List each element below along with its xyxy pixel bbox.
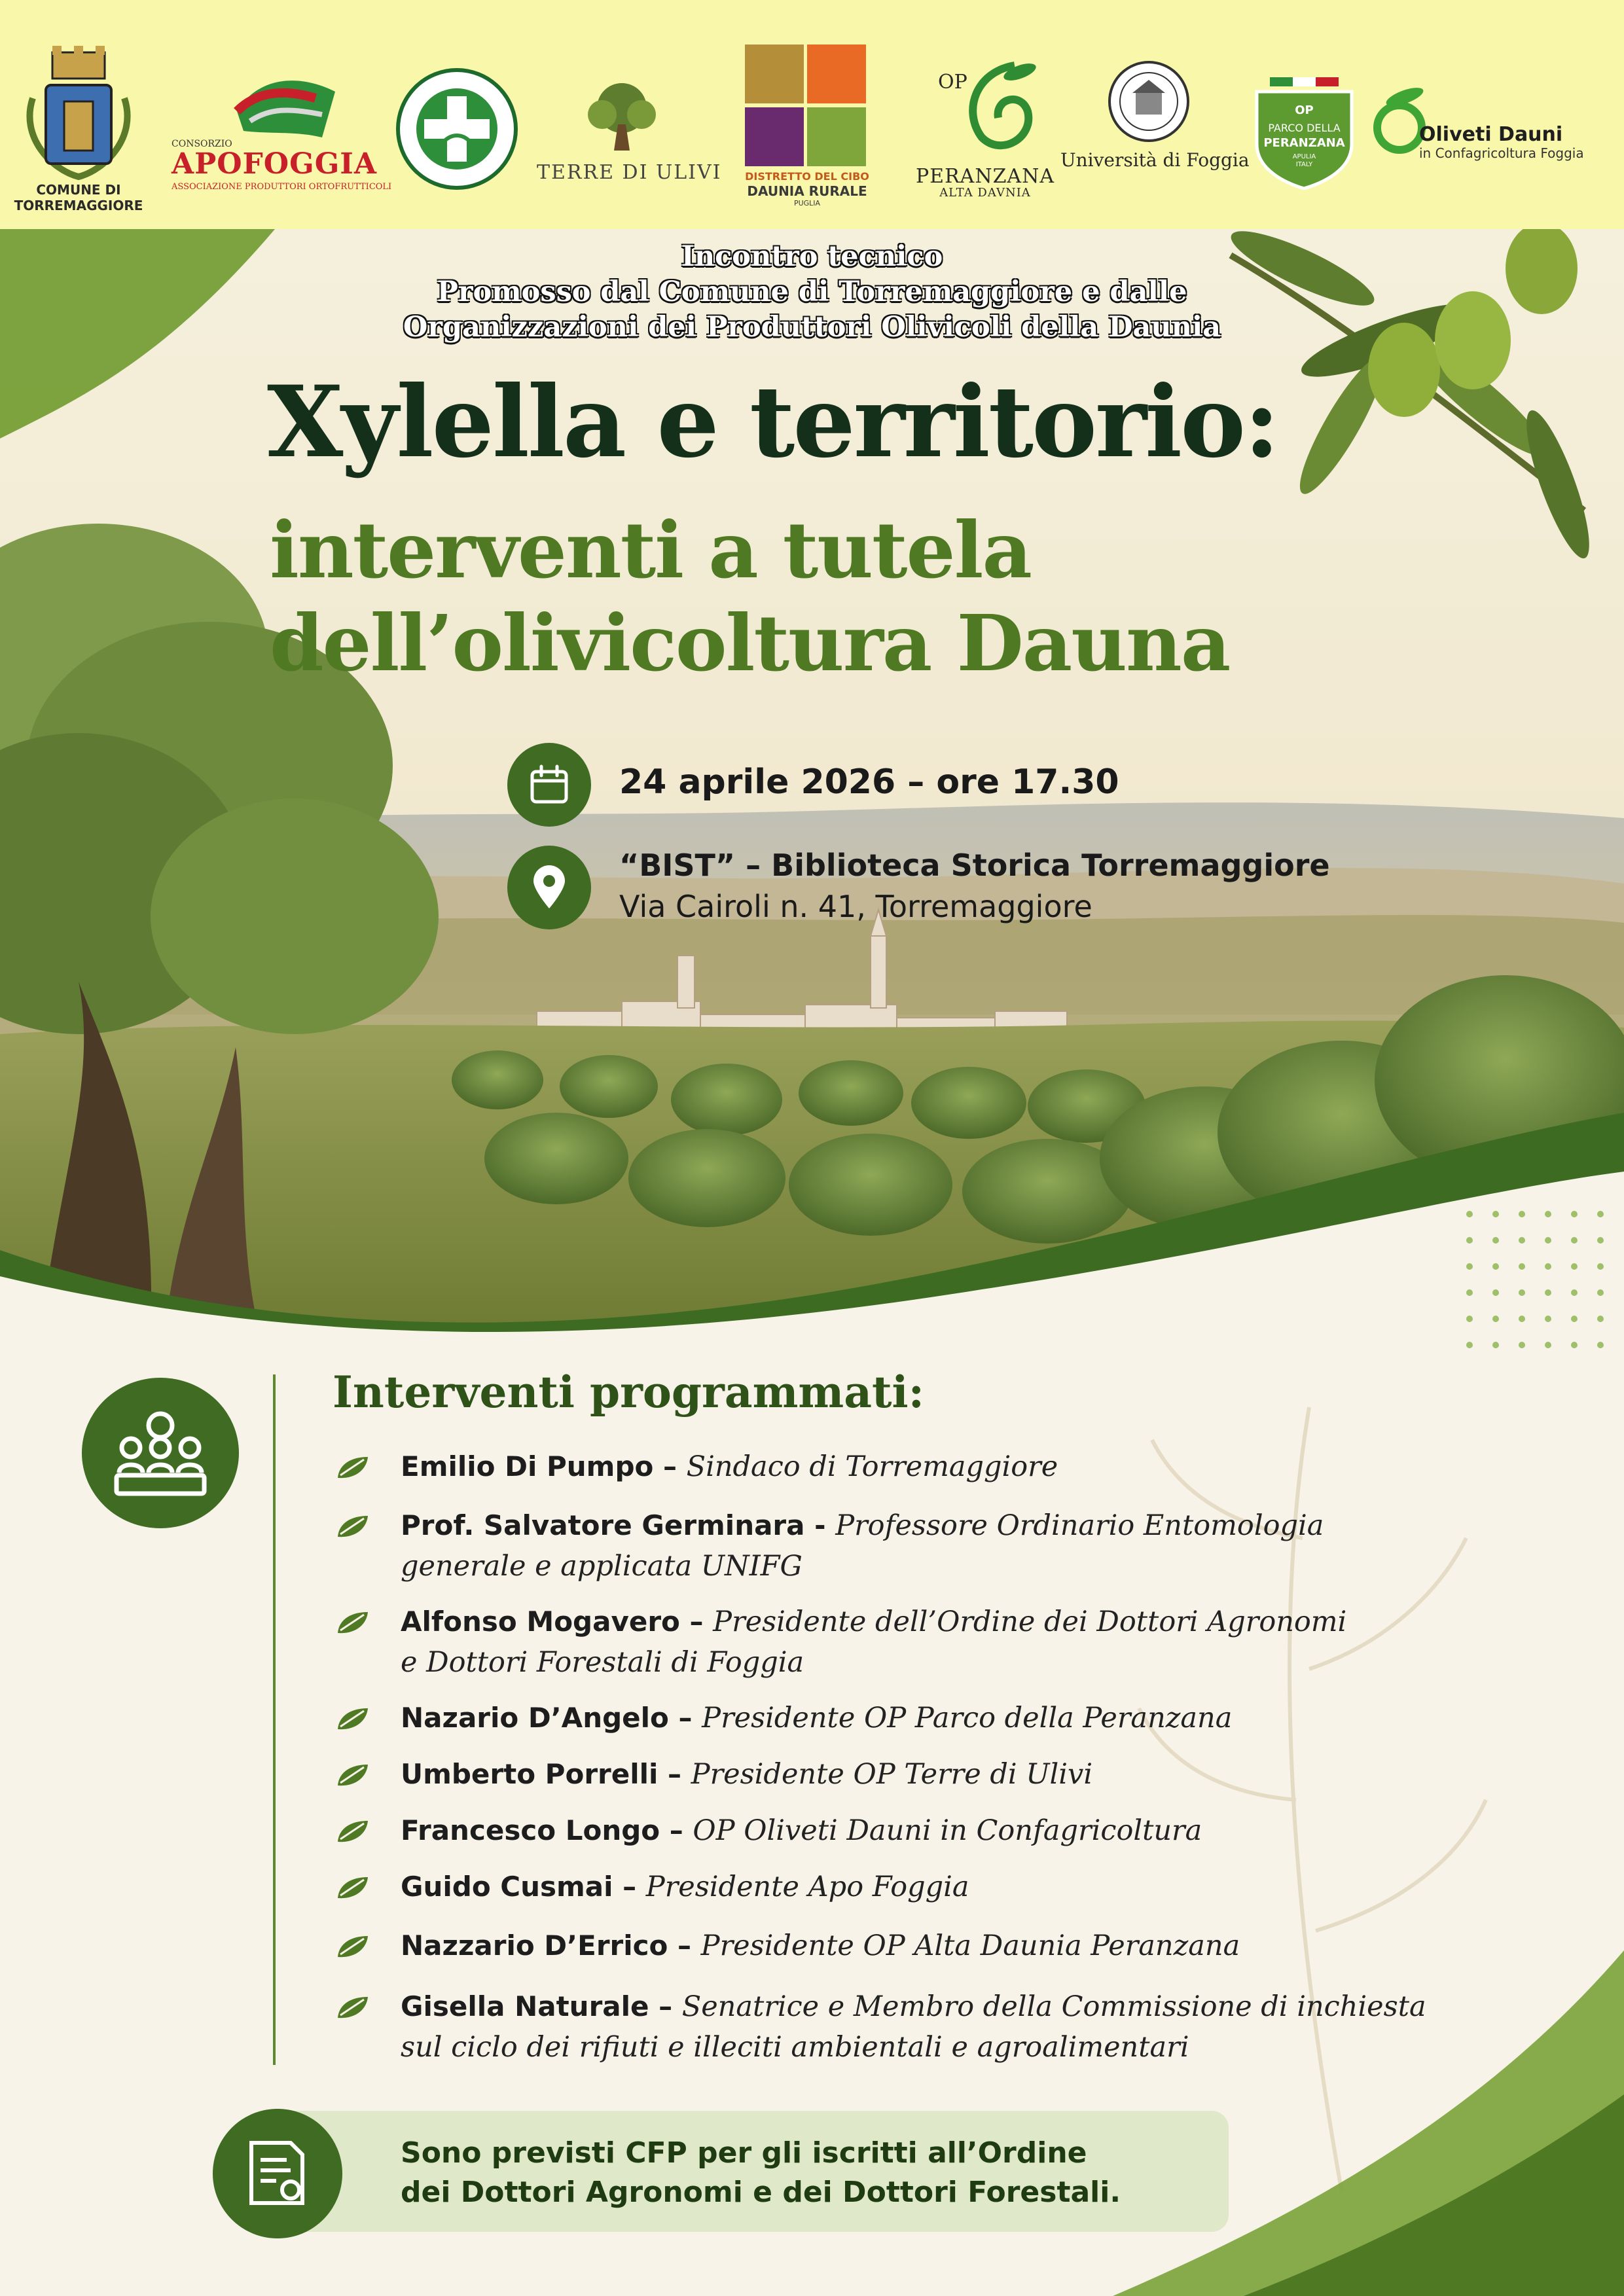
apo-name: APOFOGGIA [171, 147, 377, 181]
oliveti-sub: in Confagricoltura Foggia [1419, 145, 1584, 161]
speaker-name: Gisella Naturale [401, 1990, 649, 2022]
comune-label-line2: TORREMAGGIORE [14, 198, 143, 213]
parco-op: OP [1295, 103, 1314, 117]
speaker-name: Guido Cusmai [401, 1871, 613, 1903]
distretto-tile-wheat [745, 45, 804, 103]
peranzana-sub: ALTA DAVNIA [939, 186, 1031, 200]
speaker-item [401, 1867, 969, 1907]
oliveti-name: Oliveti Dauni [1419, 123, 1563, 146]
speaker-role: Presidente OP Alta Daunia Peranzana [700, 1929, 1240, 1962]
speaker-role-line-2: generale e applicata UNIFG [401, 1550, 803, 1583]
university-seal-icon [1106, 59, 1191, 144]
speaker-separator: - [804, 1509, 836, 1541]
promo-line-1: Incontro tecnico [681, 240, 943, 273]
speaker-item [401, 1810, 1202, 1851]
speaker-item [401, 1602, 1346, 1642]
oliveti-leaf-icon [1373, 85, 1426, 157]
olive-tree-logo-icon [576, 79, 668, 157]
distretto-tile-grape [745, 107, 804, 166]
distretto-line1: DISTRETTO DEL CIBO [745, 170, 869, 183]
speaker-name: Nazario D’Angelo [401, 1702, 669, 1734]
speaker-role-continuation [401, 1642, 804, 1683]
olive-swirl-icon [949, 59, 1047, 157]
speaker-item [401, 1926, 1240, 1966]
subtitle-line-2: dell’olivicoltura Dauna [270, 598, 1230, 689]
speaker-separator: – [668, 1702, 702, 1734]
subtitle [270, 504, 1382, 690]
speaker-role-line-2: sul ciclo dei rifiuti e illeciti ambientali e agroalimentari [401, 2031, 1189, 2064]
cfp-text [401, 2134, 1121, 2212]
logo-comune-torremaggiore [13, 39, 144, 223]
event-address: Via Cairoli n. 41, Torremaggiore [619, 889, 1092, 924]
program-divider-line [273, 1374, 276, 2065]
leaf-bullet-icon [335, 1818, 370, 1844]
speaker-item [401, 1505, 1324, 1546]
cfp-line-1: Sono previsti CFP per gli iscritti all’Ordine [401, 2136, 1087, 2170]
peranzana-name: PERANZANA [915, 165, 1055, 188]
main-title: Xylella e territorio: [267, 365, 1278, 480]
leaf-bullet-icon [335, 1994, 370, 2020]
distretto-line2: DAUNIA RURALE [747, 183, 867, 199]
speaker-item [401, 1986, 1426, 2027]
speaker-role: OP Oliveti Dauni in Confagricoltura [693, 1814, 1202, 1847]
speaker-item [401, 1446, 1058, 1487]
promo-line-2: Promosso dal Comune di Torremaggiore e dalle [437, 276, 1187, 308]
speaker-separator: – [668, 1929, 701, 1962]
speaker-separator: – [658, 1758, 691, 1790]
speaker-item [401, 1698, 1232, 1738]
town-crest-icon [13, 39, 144, 183]
speaker-role: Presidente OP Terre di Ulivi [691, 1758, 1093, 1791]
leaf-bullet-icon [335, 1706, 370, 1732]
audience-badge [82, 1378, 239, 1528]
program-heading: Interventi programmati: [333, 1367, 924, 1418]
distretto-tile-tomato [807, 45, 866, 103]
cfp-line-2: dei Dottori Agronomi e dei Dottori Forestali. [401, 2176, 1121, 2209]
speaker-separator: – [660, 1814, 693, 1846]
logo-terre-di-ulivi [537, 79, 722, 190]
logo-apofoggia [171, 72, 392, 192]
leaf-bullet-icon [335, 1762, 370, 1788]
speaker-name: Prof. Salvatore Germinara [401, 1509, 805, 1541]
apofoggia-map-icon [224, 72, 342, 144]
audience-group-icon [111, 1407, 209, 1499]
logo-universita-foggia [1060, 59, 1250, 190]
speaker-item [401, 1754, 1092, 1795]
speaker-role: Senatrice e Membro della Commissione di inchiesta [681, 1990, 1426, 2023]
parco-line3: APULIA [1292, 153, 1316, 160]
certificate-badge [213, 2109, 342, 2238]
logo-oliveti-dauni [1373, 85, 1615, 170]
promo-heading [0, 239, 1624, 345]
logo-ordine-agronomi [395, 67, 519, 191]
promo-line-3: Organizzazioni dei Produttori Olivicoli della Daunia [403, 311, 1221, 344]
peranzana-op: OP [938, 71, 967, 94]
logo-op-parco-peranzana [1250, 72, 1358, 190]
event-venue: “BIST” – Biblioteca Storica Torremaggiore [619, 848, 1330, 883]
logo-distretto-cibo [742, 45, 873, 216]
dot-grid-decoration [1463, 1208, 1614, 1358]
speaker-role: Presidente dell’Ordine dei Dottori Agronomi [713, 1605, 1347, 1638]
terre-name: TERRE DI ULIVI [537, 161, 722, 184]
comune-label-line1: COMUNE DI [36, 182, 121, 198]
logo-op-peranzana [913, 59, 1057, 203]
parco-line1: PARCO DELLA [1268, 122, 1341, 134]
certificate-icon [245, 2138, 310, 2210]
subtitle-line-1: interventi a tutela [270, 505, 1031, 596]
ordine-seal-icon [395, 67, 519, 191]
speaker-role: Professore Ordinario Entomologia [835, 1509, 1324, 1542]
leaf-bullet-icon [335, 1874, 370, 1901]
speaker-name: Alfonso Mogavero [401, 1605, 680, 1638]
speaker-role-line-2: e Dottori Forestali di Foggia [401, 1646, 804, 1679]
speaker-role-continuation [401, 2027, 1189, 2068]
speaker-role: Presidente Apo Foggia [645, 1871, 969, 1903]
calendar-badge [507, 743, 591, 827]
apo-small-label: CONSORZIO [171, 139, 232, 149]
leaf-bullet-icon [335, 1513, 370, 1539]
apo-sub: ASSOCIAZIONE PRODUTTORI ORTOFRUTTICOLI [171, 182, 392, 192]
unifg-name: Università di Foggia [1060, 149, 1250, 171]
speaker-name: Umberto Porrelli [401, 1758, 659, 1790]
speaker-name: Emilio Di Pumpo [401, 1450, 654, 1482]
distretto-tile-olive [807, 107, 866, 166]
leaf-bullet-icon [335, 1609, 370, 1636]
leaf-bullet-icon [335, 1454, 370, 1480]
speaker-separator: – [649, 1990, 682, 2022]
speaker-separator: – [613, 1871, 646, 1903]
event-date-time: 24 aprile 2026 – ore 17.30 [619, 762, 1119, 802]
distretto-line3: PUGLIA [793, 199, 821, 207]
location-badge [507, 846, 591, 929]
partner-logo-band [0, 0, 1624, 229]
speaker-role-continuation [401, 1546, 803, 1587]
leaf-bullet-icon [335, 1933, 370, 1960]
calendar-icon [528, 764, 570, 806]
parco-line2: PERANZANA [1263, 136, 1345, 150]
speaker-separator: – [679, 1605, 713, 1638]
speaker-name: Francesco Longo [401, 1814, 660, 1846]
parco-line4: ITALY [1295, 161, 1313, 168]
speaker-role: Sindaco di Torremaggiore [686, 1450, 1058, 1483]
speaker-role: Presidente OP Parco della Peranzana [702, 1702, 1233, 1734]
speaker-separator: – [653, 1450, 687, 1482]
speaker-name: Nazzario D’Errico [401, 1929, 668, 1962]
location-pin-icon [530, 864, 569, 911]
